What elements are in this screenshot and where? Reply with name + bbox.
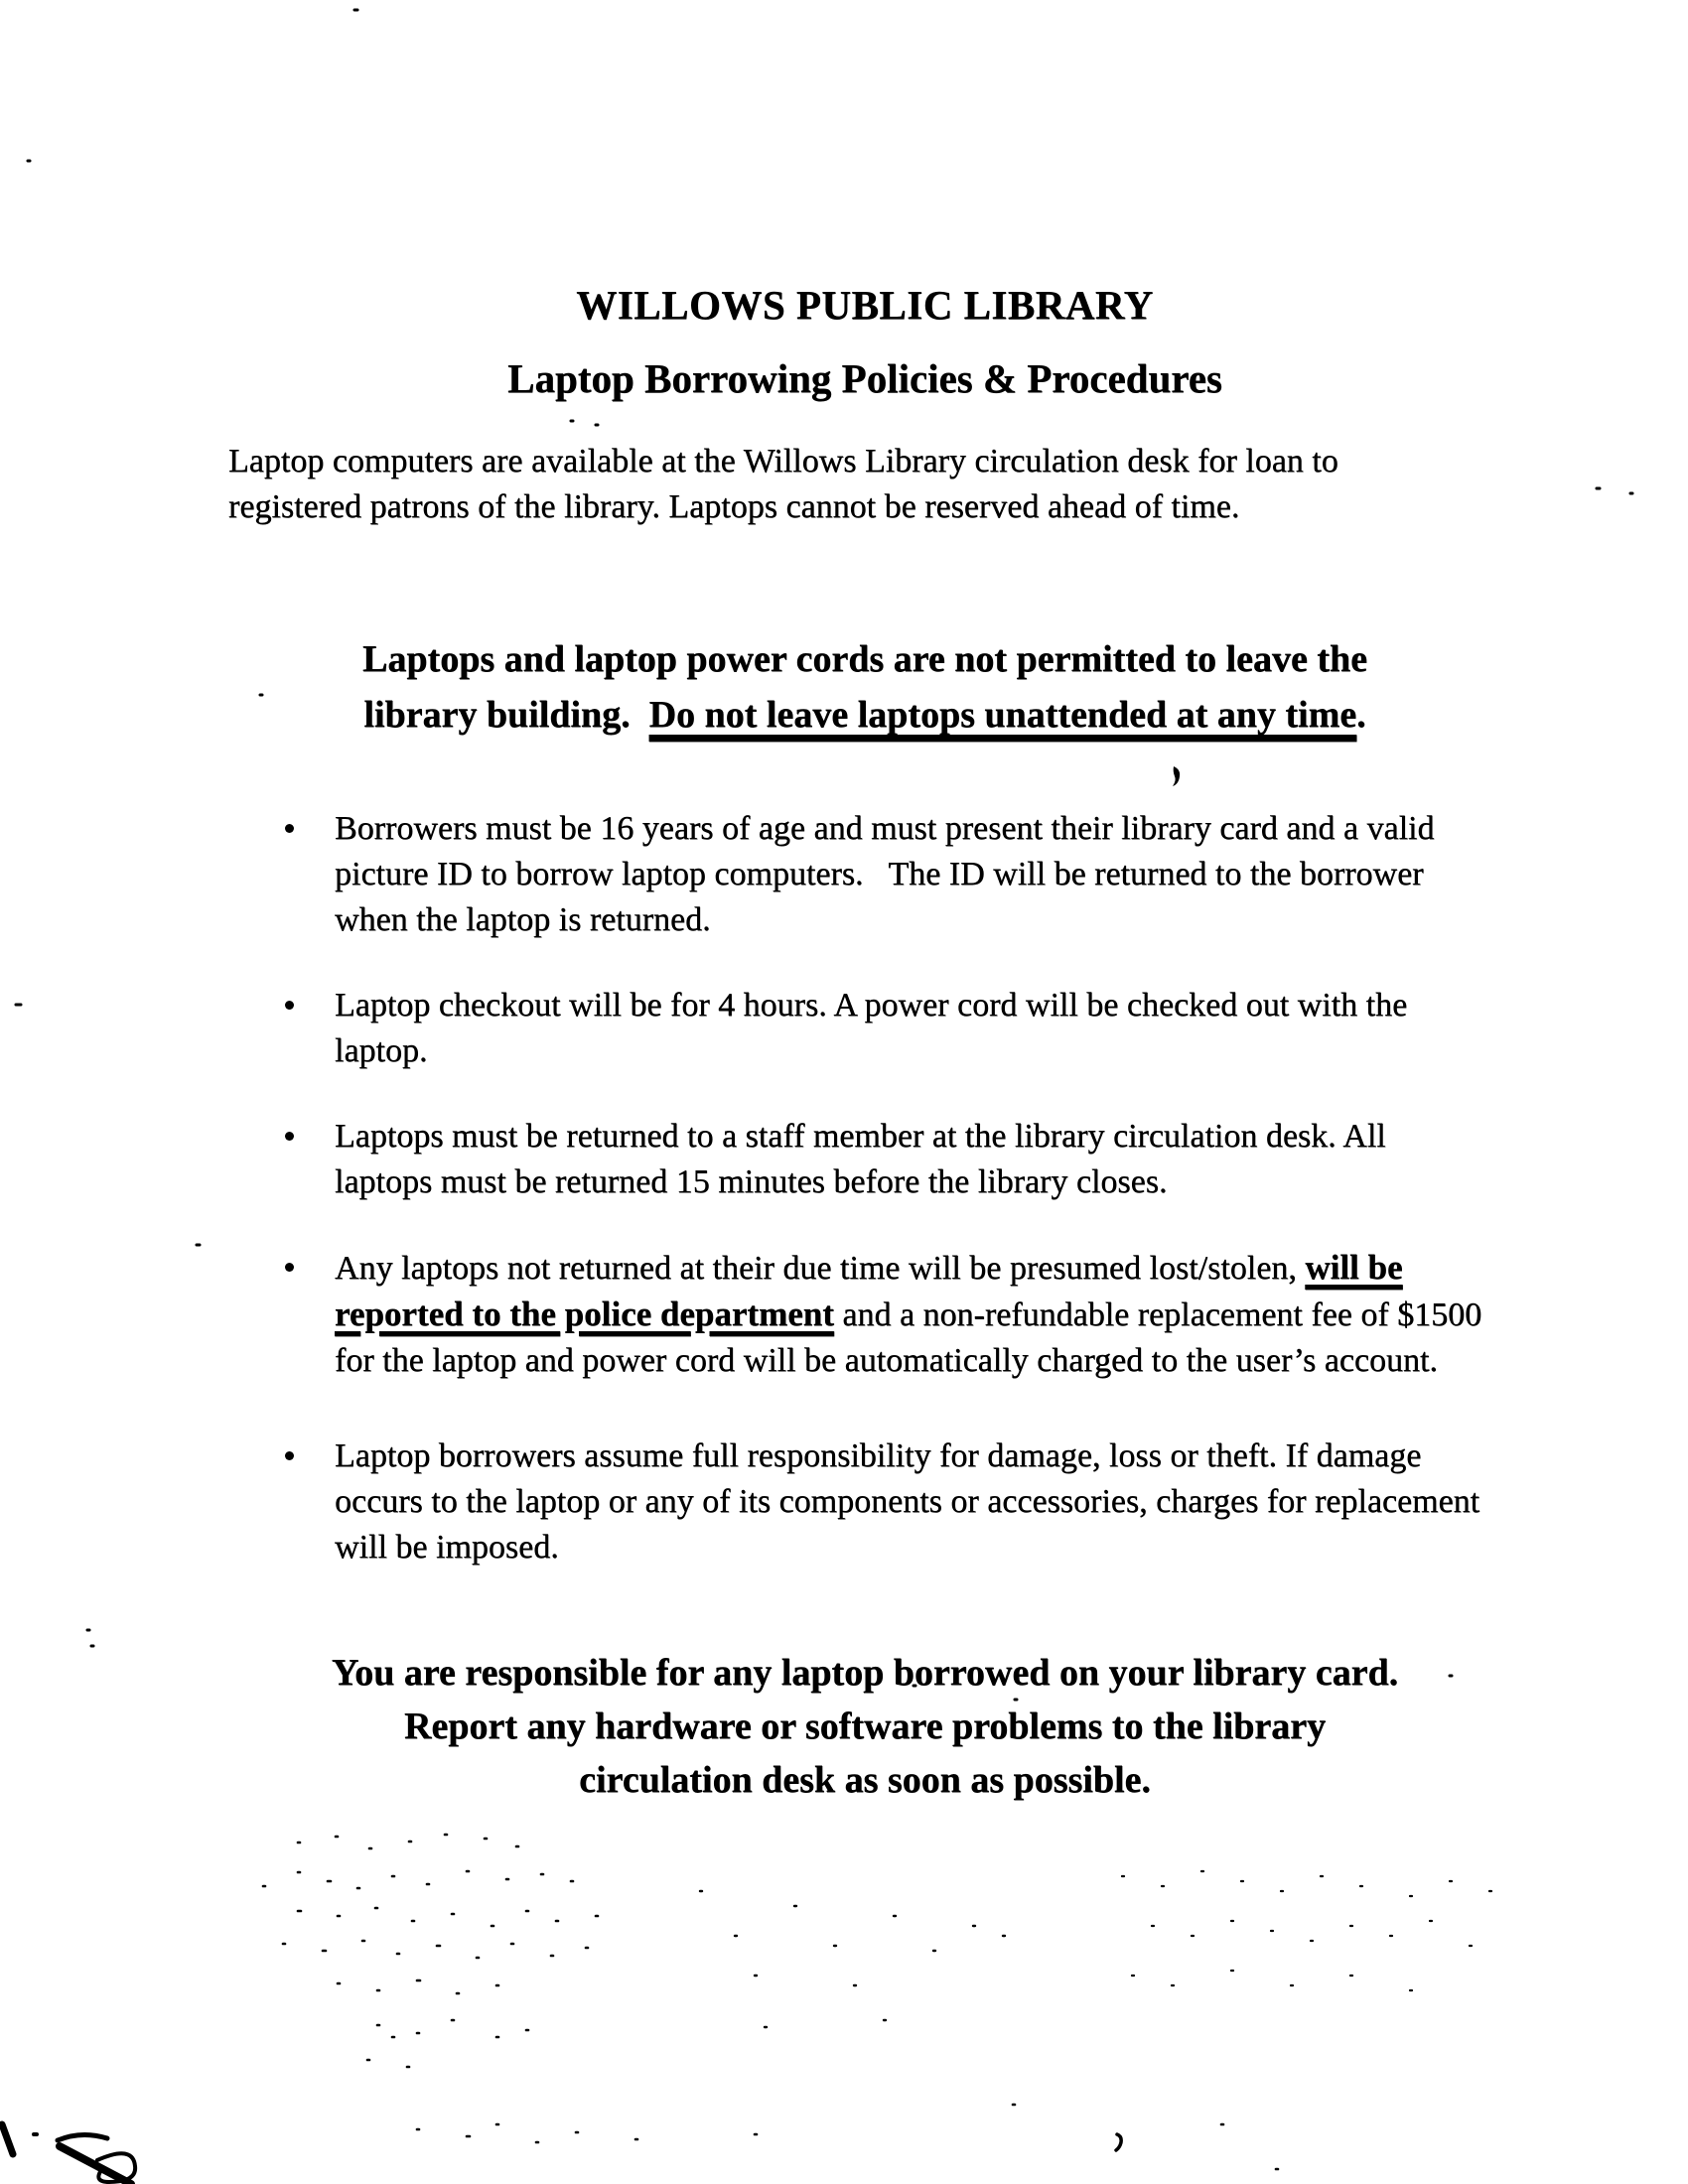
bullet-return-policy: Laptops must be returned to a staff member at the library circulation desk. All laptops must be returned 15 minutes before the library closes.	[335, 1114, 1487, 1205]
intro-line-2: registered patrons of the library. Laptops cannot be reserved ahead of time.	[228, 488, 1240, 525]
bullet-lost-stolen: Any laptops not returned at their due time will be presumed lost/stolen, will be reported to the police department and a non-refundable replacement fee of $1500 for the laptop and power cord will be automatically charged to the user’s account.	[335, 1245, 1487, 1384]
warning-paragraph	[228, 631, 1501, 743]
pen-scribble	[2, 2124, 135, 2184]
policy-bullet-list	[228, 806, 1501, 1570]
closing-line-1: You are responsible for any laptop borrowed on your library card.	[331, 1652, 1399, 1694]
closing-line-3: circulation desk as soon as possible.	[579, 1759, 1151, 1801]
warning-line-2: library building. Do not leave laptops unattended at any time.	[363, 694, 1366, 736]
bullet-marker	[285, 824, 294, 833]
bullet-responsibility: Laptop borrowers assume full responsibility for damage, loss or theft. If damage occurs to the laptop or any of its components or accessories, charges for replacement will be imposed.	[335, 1433, 1487, 1570]
bullet-marker	[285, 1451, 294, 1460]
closing-line-2: Report any hardware or software problems to the library	[403, 1706, 1327, 1747]
page-subtitle: Laptop Borrowing Policies & Procedures	[507, 355, 1222, 401]
closing-paragraph	[228, 1646, 1501, 1807]
intro-line-1: Laptop computers are available at the Willows Library circulation desk for loan to	[228, 443, 1338, 479]
bullet-marker	[285, 1263, 294, 1272]
bullet-marker	[285, 1132, 294, 1141]
page-title: WILLOWS PUBLIC LIBRARY	[576, 282, 1154, 328]
bullet-age-requirement: Borrowers must be 16 years of age and must present their library card and a valid picture ID to borrow laptop computers. The ID will be returned to the borrower when the laptop is returned.	[335, 806, 1487, 943]
bullet-checkout-duration: Laptop checkout will be for 4 hours. A power cord will be checked out with the laptop.	[335, 983, 1487, 1074]
document-content	[228, 0, 1501, 1807]
warning-underlined-phrase: Do not leave laptops unattended at any time	[648, 694, 1357, 736]
police-report-emphasis: will be reported to the police department	[335, 1248, 1403, 1333]
bullet-marker	[285, 1001, 294, 1010]
warning-line-1: Laptops and laptop power cords are not permitted to leave the	[362, 638, 1367, 680]
intro-paragraph	[228, 439, 1501, 530]
